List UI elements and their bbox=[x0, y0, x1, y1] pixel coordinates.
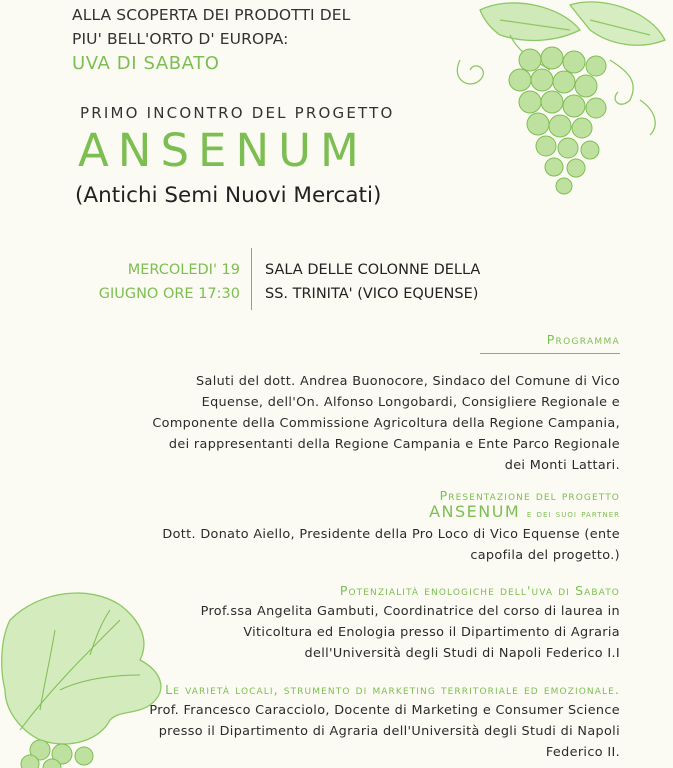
intro-line: Equense, dell'On. Alfonso Longobardi, Consigliere Regionale e bbox=[201, 395, 620, 410]
intro-line: dei rappresentanti della Regione Campania e Ente Parco Regionale bbox=[168, 437, 620, 452]
section-1-line: capofila del progetto.) bbox=[470, 548, 620, 563]
section-2-line: Viticoltura ed Enologia presso il Dipartimento di Agraria bbox=[243, 625, 620, 640]
grape-cluster-icon bbox=[440, 0, 673, 215]
section-2-line: Prof.ssa Angelita Gambuti, Coordinatrice del corso di laurea in bbox=[200, 604, 620, 619]
section-2-body bbox=[201, 601, 620, 664]
programma-heading: Programma bbox=[546, 332, 620, 347]
section-1-project-name bbox=[429, 502, 620, 521]
section-3-line: Federico II. bbox=[545, 745, 620, 760]
section-1-suffix: e dei suoi partner bbox=[526, 508, 620, 520]
page-title: ANSENUM bbox=[78, 124, 368, 177]
intro-line: dei Monti Lattari. bbox=[504, 458, 620, 473]
intro-paragraph bbox=[152, 371, 620, 476]
section-1-heading: Presentazione del progetto bbox=[439, 488, 620, 503]
header-subtitle: UVA DI SABATO bbox=[72, 53, 220, 74]
event-date-line-2: GIUGNO ORE 17:30 bbox=[98, 286, 240, 302]
section-2-heading: Potenzialità enologiche dell'uva di Sabato bbox=[339, 583, 620, 598]
header-line-2: PIU' BELL'ORTO D' EUROPA: bbox=[72, 30, 289, 48]
section-2-line: dell'Università degli Studi di Napoli Federico I.I bbox=[304, 646, 620, 661]
section-1-body bbox=[162, 524, 620, 566]
section-3-line: Prof. Francesco Caracciolo, Docente di Marketing e Consumer Science bbox=[149, 703, 620, 718]
section-1-ansenum: ANSENUM bbox=[429, 502, 521, 521]
header-line-1: ALLA SCOPERTA DEI PRODOTTI DEL bbox=[72, 6, 351, 24]
event-date bbox=[80, 258, 240, 306]
event-location-line-2: SS. TRINITA' (VICO EQUENSE) bbox=[265, 286, 479, 302]
intro-line: Componente della Commissione Agricoltura della Regione Campania, bbox=[152, 416, 620, 431]
event-location-line-1: SALA DELLE COLONNE DELLA bbox=[265, 262, 481, 278]
programma-divider bbox=[480, 353, 620, 354]
event-date-line-1: MERCOLEDI' 19 bbox=[127, 262, 240, 278]
section-3-heading: Le varietà locali, strumento di marketing territoriale ed emozionale. bbox=[165, 682, 620, 697]
event-location bbox=[265, 258, 525, 306]
section-3-body bbox=[149, 700, 620, 763]
section-3-line: presso il Dipartimento di Agraria dell'Università degli Studi di Napoli bbox=[158, 724, 620, 739]
intro-line: Saluti del dott. Andrea Buonocore, Sindaco del Comune di Vico bbox=[196, 374, 620, 389]
title-subtitle: (Antichi Semi Nuovi Mercati) bbox=[75, 183, 382, 208]
vertical-divider bbox=[251, 248, 252, 310]
title-pre: PRIMO INCONTRO DEL PROGETTO bbox=[80, 104, 395, 122]
section-1-line: Dott. Donato Aiello, Presidente della Pro Loco di Vico Equense (ente bbox=[162, 527, 620, 542]
